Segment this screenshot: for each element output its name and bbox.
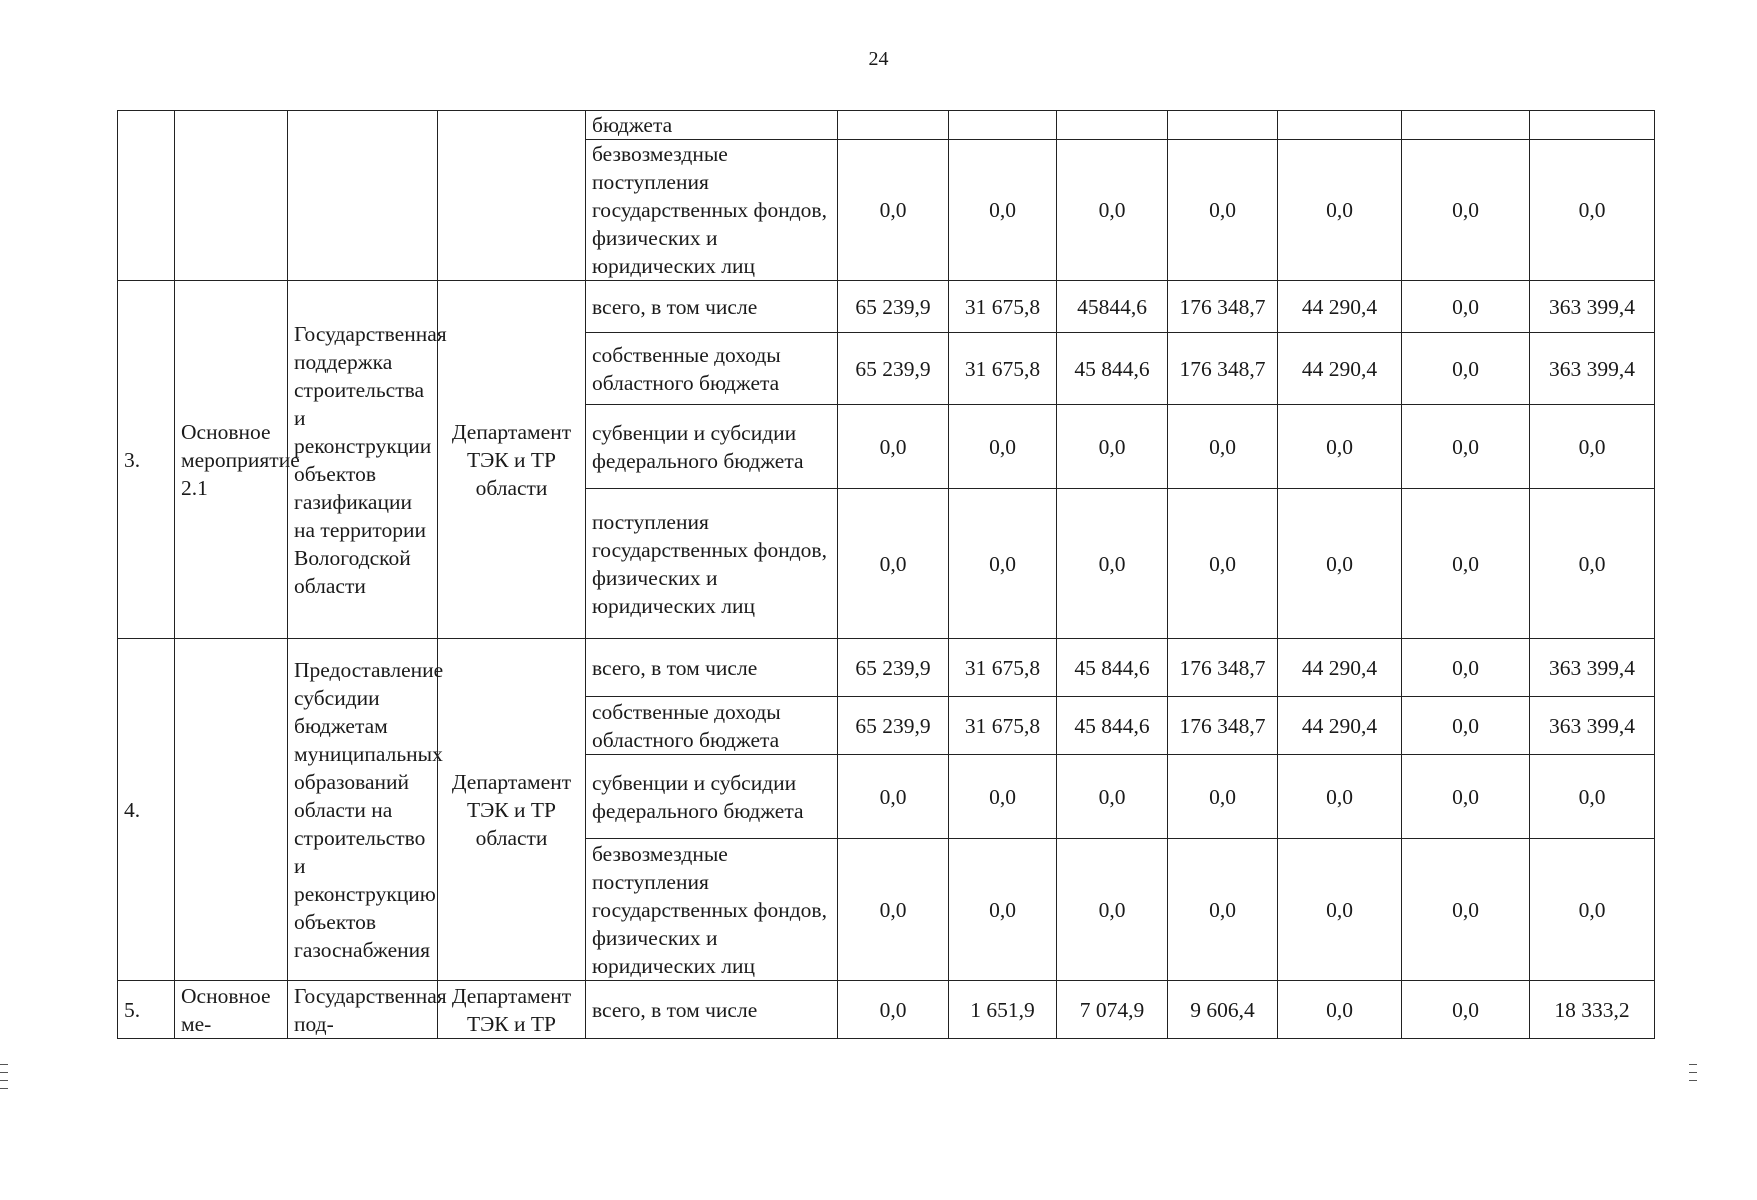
scan-mark [0, 1080, 8, 1081]
amount-cell: 0,0 [838, 405, 949, 489]
amount-cell: 65 239,9 [838, 697, 949, 755]
amount-cell: 0,0 [1168, 839, 1278, 981]
amount-cell: 0,0 [1530, 140, 1655, 281]
amount-cell: 31 675,8 [949, 697, 1057, 755]
budget-table [117, 110, 1655, 1039]
funding-source-label: собственные доходы областного бюджета [586, 697, 838, 755]
amount-cell: 0,0 [1530, 755, 1655, 839]
row-number [118, 111, 175, 281]
amount-cell: 45844,6 [1057, 281, 1168, 333]
funding-source-label: субвенции и субсидии федерального бюджета [586, 405, 838, 489]
amount-cell: 44 290,4 [1278, 639, 1402, 697]
funding-source-label: всего, в том числе [586, 639, 838, 697]
amount-cell: 0,0 [838, 489, 949, 639]
scan-mark [0, 1088, 8, 1089]
amount-cell: 44 290,4 [1278, 697, 1402, 755]
amount-cell: 0,0 [1402, 405, 1530, 489]
funding-source-label: безвозмездные поступления государственных фондов, физических и юридических лиц [586, 140, 838, 281]
row-number: 5. [118, 981, 175, 1039]
amount-cell: 65 239,9 [838, 281, 949, 333]
amount-cell: 0,0 [838, 839, 949, 981]
scan-mark [0, 1064, 8, 1065]
amount-cell: 44 290,4 [1278, 333, 1402, 405]
amount-cell: 176 348,7 [1168, 333, 1278, 405]
funding-source-label: бюджета [586, 111, 838, 140]
amount-cell: 45 844,6 [1057, 697, 1168, 755]
amount-cell: 0,0 [1278, 405, 1402, 489]
amount-cell: 0,0 [838, 140, 949, 281]
scan-mark [1689, 1072, 1697, 1073]
amount-cell: 0,0 [1278, 755, 1402, 839]
executor-cell: Департамент ТЭК и ТР [438, 981, 586, 1039]
funding-source-label: субвенции и субсидии федерального бюджета [586, 755, 838, 839]
activity-cell [175, 111, 288, 281]
row-number: 3. [118, 281, 175, 639]
activity-cell [175, 639, 288, 981]
amount-cell [1278, 111, 1402, 140]
amount-cell: 0,0 [1168, 489, 1278, 639]
amount-cell: 0,0 [1530, 839, 1655, 981]
amount-cell: 176 348,7 [1168, 281, 1278, 333]
amount-cell: 0,0 [1168, 140, 1278, 281]
amount-cell: 0,0 [1402, 981, 1530, 1039]
scan-mark [1689, 1064, 1697, 1065]
amount-cell: 31 675,8 [949, 639, 1057, 697]
amount-cell: 0,0 [949, 489, 1057, 639]
amount-cell: 0,0 [1530, 489, 1655, 639]
amount-cell: 0,0 [1530, 405, 1655, 489]
table-row [118, 639, 1655, 697]
amount-cell [838, 111, 949, 140]
amount-cell: 0,0 [949, 755, 1057, 839]
amount-cell: 65 239,9 [838, 639, 949, 697]
amount-cell: 0,0 [1402, 281, 1530, 333]
amount-cell: 0,0 [1057, 140, 1168, 281]
amount-cell [1057, 111, 1168, 140]
amount-cell: 45 844,6 [1057, 639, 1168, 697]
amount-cell: 0,0 [838, 981, 949, 1039]
amount-cell: 65 239,9 [838, 333, 949, 405]
amount-cell: 0,0 [1168, 755, 1278, 839]
amount-cell: 176 348,7 [1168, 639, 1278, 697]
amount-cell: 1 651,9 [949, 981, 1057, 1039]
scan-mark [1689, 1080, 1697, 1081]
amount-cell: 0,0 [1278, 839, 1402, 981]
activity-cell: Основное ме- [175, 981, 288, 1039]
funding-source-label: собственные доходы областного бюджета [586, 333, 838, 405]
table-row [118, 981, 1655, 1039]
amount-cell: 31 675,8 [949, 281, 1057, 333]
funding-source-label: всего, в том числе [586, 981, 838, 1039]
amount-cell: 0,0 [1402, 755, 1530, 839]
amount-cell: 0,0 [1278, 981, 1402, 1039]
amount-cell: 0,0 [1402, 140, 1530, 281]
funding-source-label: всего, в том числе [586, 281, 838, 333]
executor-cell [438, 111, 586, 281]
executor-cell: Департамент ТЭК и ТР области [438, 639, 586, 981]
amount-cell [1168, 111, 1278, 140]
scan-mark [0, 1072, 8, 1073]
row-number: 4. [118, 639, 175, 981]
amount-cell: 0,0 [1168, 405, 1278, 489]
amount-cell: 0,0 [1057, 755, 1168, 839]
amount-cell: 31 675,8 [949, 333, 1057, 405]
amount-cell: 0,0 [1278, 140, 1402, 281]
funding-source-label: поступления государственных фондов, физических и юридических лиц [586, 489, 838, 639]
amount-cell: 0,0 [949, 839, 1057, 981]
amount-cell: 363 399,4 [1530, 697, 1655, 755]
amount-cell: 0,0 [1402, 697, 1530, 755]
amount-cell: 0,0 [1402, 839, 1530, 981]
amount-cell: 176 348,7 [1168, 697, 1278, 755]
amount-cell: 0,0 [1057, 489, 1168, 639]
amount-cell: 0,0 [1278, 489, 1402, 639]
amount-cell: 363 399,4 [1530, 281, 1655, 333]
amount-cell: 0,0 [1057, 839, 1168, 981]
amount-cell: 0,0 [1057, 405, 1168, 489]
amount-cell [1530, 111, 1655, 140]
amount-cell: 0,0 [1402, 333, 1530, 405]
funding-source-label: безвозмездные поступления государственных фондов, физических и юридических лиц [586, 839, 838, 981]
activity-cell: Основное мероприятие 2.1 [175, 281, 288, 639]
executor-cell: Департамент ТЭК и ТР области [438, 281, 586, 639]
amount-cell: 0,0 [838, 755, 949, 839]
amount-cell: 44 290,4 [1278, 281, 1402, 333]
amount-cell [949, 111, 1057, 140]
amount-cell: 7 074,9 [1057, 981, 1168, 1039]
amount-cell: 45 844,6 [1057, 333, 1168, 405]
table-row [118, 111, 1655, 140]
amount-cell: 363 399,4 [1530, 639, 1655, 697]
amount-cell: 363 399,4 [1530, 333, 1655, 405]
amount-cell: 0,0 [1402, 639, 1530, 697]
amount-cell [1402, 111, 1530, 140]
amount-cell: 9 606,4 [1168, 981, 1278, 1039]
program-name-cell: Государственная под- [288, 981, 438, 1039]
program-name-cell: Государственная поддержка строительства и реконструкции объектов газификации на территории Вологодской области [288, 281, 438, 639]
page-number: 24 [868, 48, 889, 70]
table-row [118, 281, 1655, 333]
program-name-cell: Предоставление субсидии бюджетам муниципальных образований области на строительство и реконструкцию объектов газоснабжения [288, 639, 438, 981]
amount-cell: 0,0 [949, 140, 1057, 281]
amount-cell: 0,0 [949, 405, 1057, 489]
amount-cell: 0,0 [1402, 489, 1530, 639]
program-name-cell [288, 111, 438, 281]
amount-cell: 18 333,2 [1530, 981, 1655, 1039]
